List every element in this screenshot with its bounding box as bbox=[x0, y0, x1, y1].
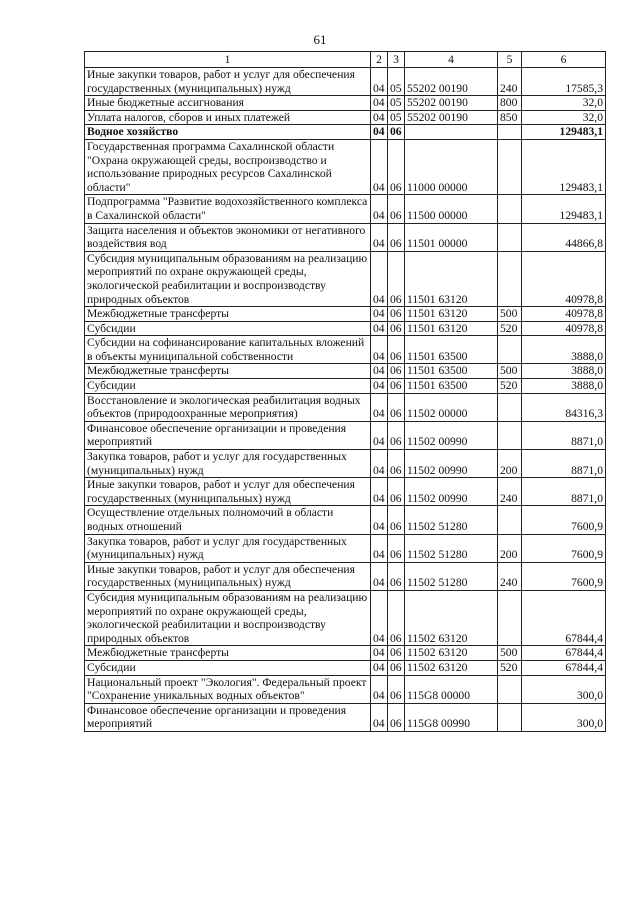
cell-amount: 129483,1 bbox=[522, 195, 606, 223]
cell-subsection: 06 bbox=[388, 421, 405, 449]
cell-expense-type: 200 bbox=[498, 450, 522, 478]
table-row bbox=[85, 125, 606, 140]
cell-expense-type: 800 bbox=[498, 96, 522, 111]
cell-section: 04 bbox=[371, 562, 388, 590]
cell-target-article: 11501 63120 bbox=[405, 321, 498, 336]
cell-section: 04 bbox=[371, 379, 388, 394]
cell-subsection: 05 bbox=[388, 96, 405, 111]
table-row bbox=[85, 660, 606, 675]
cell-target-article: 11502 51280 bbox=[405, 562, 498, 590]
cell-target-article: 11502 00990 bbox=[405, 421, 498, 449]
cell-target-article: 55202 00190 bbox=[405, 110, 498, 125]
table-row bbox=[85, 68, 606, 96]
cell-expense-type: 520 bbox=[498, 379, 522, 394]
cell-name: Субсидии на софинансирование капитальных вложений в объекты муниципальной собственности bbox=[85, 336, 371, 364]
cell-section: 04 bbox=[371, 307, 388, 322]
cell-amount: 7600,9 bbox=[522, 534, 606, 562]
cell-target-article: 11502 63120 bbox=[405, 646, 498, 661]
cell-subsection: 06 bbox=[388, 379, 405, 394]
cell-section: 04 bbox=[371, 590, 388, 645]
cell-target-article: 55202 00190 bbox=[405, 96, 498, 111]
cell-amount: 17585,3 bbox=[522, 68, 606, 96]
cell-expense-type bbox=[498, 336, 522, 364]
header-col-amount: 6 bbox=[522, 52, 606, 68]
cell-section: 04 bbox=[371, 675, 388, 703]
cell-name: Защита населения и объектов экономики от негативного воздействия вод bbox=[85, 223, 371, 251]
cell-amount: 8871,0 bbox=[522, 450, 606, 478]
cell-expense-type bbox=[498, 195, 522, 223]
table-row bbox=[85, 450, 606, 478]
cell-name: Уплата налогов, сборов и иных платежей bbox=[85, 110, 371, 125]
cell-subsection: 06 bbox=[388, 534, 405, 562]
table-row bbox=[85, 379, 606, 394]
cell-section: 04 bbox=[371, 110, 388, 125]
cell-amount: 44866,8 bbox=[522, 223, 606, 251]
cell-name: Закупка товаров, работ и услуг для государственных (муниципальных) нужд bbox=[85, 450, 371, 478]
cell-name: Государственная программа Сахалинской области "Охрана окружающей среды, воспроизводство и использование природных ресурсов Сахалинской области" bbox=[85, 139, 371, 194]
cell-section: 04 bbox=[371, 646, 388, 661]
cell-target-article: 11501 63500 bbox=[405, 364, 498, 379]
cell-amount: 129483,1 bbox=[522, 139, 606, 194]
cell-expense-type bbox=[498, 125, 522, 140]
cell-subsection: 06 bbox=[388, 125, 405, 140]
cell-subsection: 06 bbox=[388, 646, 405, 661]
cell-name: Иные закупки товаров, работ и услуг для обеспечения государственных (муниципальных) нужд bbox=[85, 478, 371, 506]
cell-subsection: 06 bbox=[388, 393, 405, 421]
cell-amount: 8871,0 bbox=[522, 421, 606, 449]
cell-target-article: 11502 00000 bbox=[405, 393, 498, 421]
cell-amount: 3888,0 bbox=[522, 336, 606, 364]
cell-section: 04 bbox=[371, 195, 388, 223]
cell-amount: 32,0 bbox=[522, 110, 606, 125]
cell-target-article: 11501 00000 bbox=[405, 223, 498, 251]
cell-subsection: 06 bbox=[388, 478, 405, 506]
cell-section: 04 bbox=[371, 364, 388, 379]
cell-target-article: 115G8 00990 bbox=[405, 703, 498, 731]
cell-amount: 32,0 bbox=[522, 96, 606, 111]
cell-target-article: 11502 63120 bbox=[405, 660, 498, 675]
table-row bbox=[85, 336, 606, 364]
cell-name: Субсидия муниципальным образованиям на реализацию мероприятий по охране окружающей среды, экологической реабилитации и воспроизводству природных объектов bbox=[85, 590, 371, 645]
header-row bbox=[85, 52, 606, 68]
cell-name: Субсидия муниципальным образованиям на реализацию мероприятий по охране окружающей среды, экологической реабилитации и воспроизводству природных объектов bbox=[85, 251, 371, 306]
cell-name: Национальный проект "Экология". Федеральный проект "Сохранение уникальных водных объектов" bbox=[85, 675, 371, 703]
cell-subsection: 06 bbox=[388, 139, 405, 194]
cell-expense-type: 200 bbox=[498, 534, 522, 562]
header-col-target-article: 4 bbox=[405, 52, 498, 68]
cell-section: 04 bbox=[371, 450, 388, 478]
cell-section: 04 bbox=[371, 251, 388, 306]
table-row bbox=[85, 110, 606, 125]
cell-name: Финансовое обеспечение организации и проведения мероприятий bbox=[85, 421, 371, 449]
cell-expense-type: 850 bbox=[498, 110, 522, 125]
cell-section: 04 bbox=[371, 703, 388, 731]
cell-subsection: 06 bbox=[388, 675, 405, 703]
cell-subsection: 06 bbox=[388, 336, 405, 364]
table-row bbox=[85, 421, 606, 449]
cell-amount: 7600,9 bbox=[522, 562, 606, 590]
cell-subsection: 06 bbox=[388, 506, 405, 534]
cell-target-article: 11501 63120 bbox=[405, 307, 498, 322]
cell-target-article: 115G8 00000 bbox=[405, 675, 498, 703]
budget-table bbox=[84, 51, 606, 732]
table-row bbox=[85, 703, 606, 731]
cell-amount: 67844,4 bbox=[522, 646, 606, 661]
table-row bbox=[85, 307, 606, 322]
header-col-expense-type: 5 bbox=[498, 52, 522, 68]
cell-expense-type bbox=[498, 506, 522, 534]
cell-amount: 3888,0 bbox=[522, 364, 606, 379]
table-row bbox=[85, 195, 606, 223]
table-row bbox=[85, 534, 606, 562]
cell-expense-type bbox=[498, 251, 522, 306]
cell-expense-type bbox=[498, 590, 522, 645]
cell-amount: 84316,3 bbox=[522, 393, 606, 421]
table-row bbox=[85, 590, 606, 645]
cell-subsection: 06 bbox=[388, 223, 405, 251]
cell-section: 04 bbox=[371, 478, 388, 506]
cell-subsection: 06 bbox=[388, 562, 405, 590]
cell-target-article: 11501 63120 bbox=[405, 251, 498, 306]
table-row bbox=[85, 562, 606, 590]
cell-amount: 40978,8 bbox=[522, 307, 606, 322]
cell-section: 04 bbox=[371, 125, 388, 140]
cell-name: Финансовое обеспечение организации и проведения мероприятий bbox=[85, 703, 371, 731]
table-row bbox=[85, 478, 606, 506]
cell-amount: 3888,0 bbox=[522, 379, 606, 394]
cell-section: 04 bbox=[371, 393, 388, 421]
cell-target-article: 11501 63500 bbox=[405, 336, 498, 364]
cell-expense-type bbox=[498, 393, 522, 421]
cell-section: 04 bbox=[371, 336, 388, 364]
cell-target-article: 11501 63500 bbox=[405, 379, 498, 394]
cell-amount: 300,0 bbox=[522, 675, 606, 703]
table-header bbox=[85, 52, 606, 68]
cell-amount: 8871,0 bbox=[522, 478, 606, 506]
cell-target-article: 11502 51280 bbox=[405, 534, 498, 562]
cell-name: Иные закупки товаров, работ и услуг для обеспечения государственных (муниципальных) нужд bbox=[85, 562, 371, 590]
header-col-section: 2 bbox=[371, 52, 388, 68]
table-row bbox=[85, 393, 606, 421]
table-row bbox=[85, 321, 606, 336]
cell-section: 04 bbox=[371, 506, 388, 534]
cell-section: 04 bbox=[371, 139, 388, 194]
cell-section: 04 bbox=[371, 660, 388, 675]
cell-subsection: 06 bbox=[388, 590, 405, 645]
cell-expense-type bbox=[498, 139, 522, 194]
table-row bbox=[85, 506, 606, 534]
cell-section: 04 bbox=[371, 68, 388, 96]
header-col-subsection: 3 bbox=[388, 52, 405, 68]
cell-name: Подпрограмма "Развитие водохозяйственного комплекса в Сахалинской области" bbox=[85, 195, 371, 223]
cell-subsection: 06 bbox=[388, 251, 405, 306]
cell-name: Межбюджетные трансферты bbox=[85, 307, 371, 322]
cell-target-article: 11502 00990 bbox=[405, 450, 498, 478]
cell-subsection: 05 bbox=[388, 110, 405, 125]
table-row bbox=[85, 96, 606, 111]
cell-section: 04 bbox=[371, 321, 388, 336]
table-row bbox=[85, 364, 606, 379]
cell-target-article: 11502 51280 bbox=[405, 506, 498, 534]
cell-name: Восстановление и экологическая реабилитация водных объектов (природоохранные мероприятия) bbox=[85, 393, 371, 421]
cell-name: Иные бюджетные ассигнования bbox=[85, 96, 371, 111]
cell-expense-type: 240 bbox=[498, 478, 522, 506]
cell-expense-type bbox=[498, 421, 522, 449]
table-body bbox=[85, 68, 606, 732]
cell-amount: 7600,9 bbox=[522, 506, 606, 534]
cell-subsection: 06 bbox=[388, 195, 405, 223]
cell-section: 04 bbox=[371, 534, 388, 562]
cell-name: Закупка товаров, работ и услуг для государственных (муниципальных) нужд bbox=[85, 534, 371, 562]
cell-expense-type: 240 bbox=[498, 562, 522, 590]
cell-expense-type: 520 bbox=[498, 321, 522, 336]
cell-amount: 67844,4 bbox=[522, 590, 606, 645]
page-number: 61 bbox=[313, 32, 327, 47]
table-row bbox=[85, 223, 606, 251]
cell-expense-type bbox=[498, 703, 522, 731]
cell-name: Субсидии bbox=[85, 321, 371, 336]
cell-expense-type: 500 bbox=[498, 364, 522, 379]
cell-target-article: 11502 63120 bbox=[405, 590, 498, 645]
cell-expense-type: 500 bbox=[498, 307, 522, 322]
cell-target-article: 11500 00000 bbox=[405, 195, 498, 223]
cell-name: Субсидии bbox=[85, 660, 371, 675]
cell-amount: 40978,8 bbox=[522, 251, 606, 306]
cell-name: Межбюджетные трансферты bbox=[85, 364, 371, 379]
cell-subsection: 06 bbox=[388, 307, 405, 322]
cell-amount: 129483,1 bbox=[522, 125, 606, 140]
cell-subsection: 06 bbox=[388, 703, 405, 731]
table-row bbox=[85, 675, 606, 703]
cell-name: Иные закупки товаров, работ и услуг для обеспечения государственных (муниципальных) нужд bbox=[85, 68, 371, 96]
cell-section: 04 bbox=[371, 223, 388, 251]
header-col-name: 1 bbox=[85, 52, 371, 68]
table-row bbox=[85, 139, 606, 194]
cell-target-article bbox=[405, 125, 498, 140]
cell-expense-type: 500 bbox=[498, 646, 522, 661]
cell-amount: 300,0 bbox=[522, 703, 606, 731]
table-row bbox=[85, 251, 606, 306]
cell-subsection: 06 bbox=[388, 321, 405, 336]
cell-subsection: 05 bbox=[388, 68, 405, 96]
cell-name: Межбюджетные трансферты bbox=[85, 646, 371, 661]
cell-subsection: 06 bbox=[388, 364, 405, 379]
cell-subsection: 06 bbox=[388, 450, 405, 478]
cell-name: Осуществление отдельных полномочий в области водных отношений bbox=[85, 506, 371, 534]
cell-subsection: 06 bbox=[388, 660, 405, 675]
cell-amount: 40978,8 bbox=[522, 321, 606, 336]
cell-expense-type: 240 bbox=[498, 68, 522, 96]
cell-expense-type bbox=[498, 675, 522, 703]
cell-target-article: 55202 00190 bbox=[405, 68, 498, 96]
cell-section: 04 bbox=[371, 96, 388, 111]
cell-expense-type bbox=[498, 223, 522, 251]
cell-section: 04 bbox=[371, 421, 388, 449]
cell-target-article: 11000 00000 bbox=[405, 139, 498, 194]
cell-expense-type: 520 bbox=[498, 660, 522, 675]
cell-name: Водное хозяйство bbox=[85, 125, 371, 140]
cell-name: Субсидии bbox=[85, 379, 371, 394]
table-row bbox=[85, 646, 606, 661]
cell-target-article: 11502 00990 bbox=[405, 478, 498, 506]
cell-amount: 67844,4 bbox=[522, 660, 606, 675]
